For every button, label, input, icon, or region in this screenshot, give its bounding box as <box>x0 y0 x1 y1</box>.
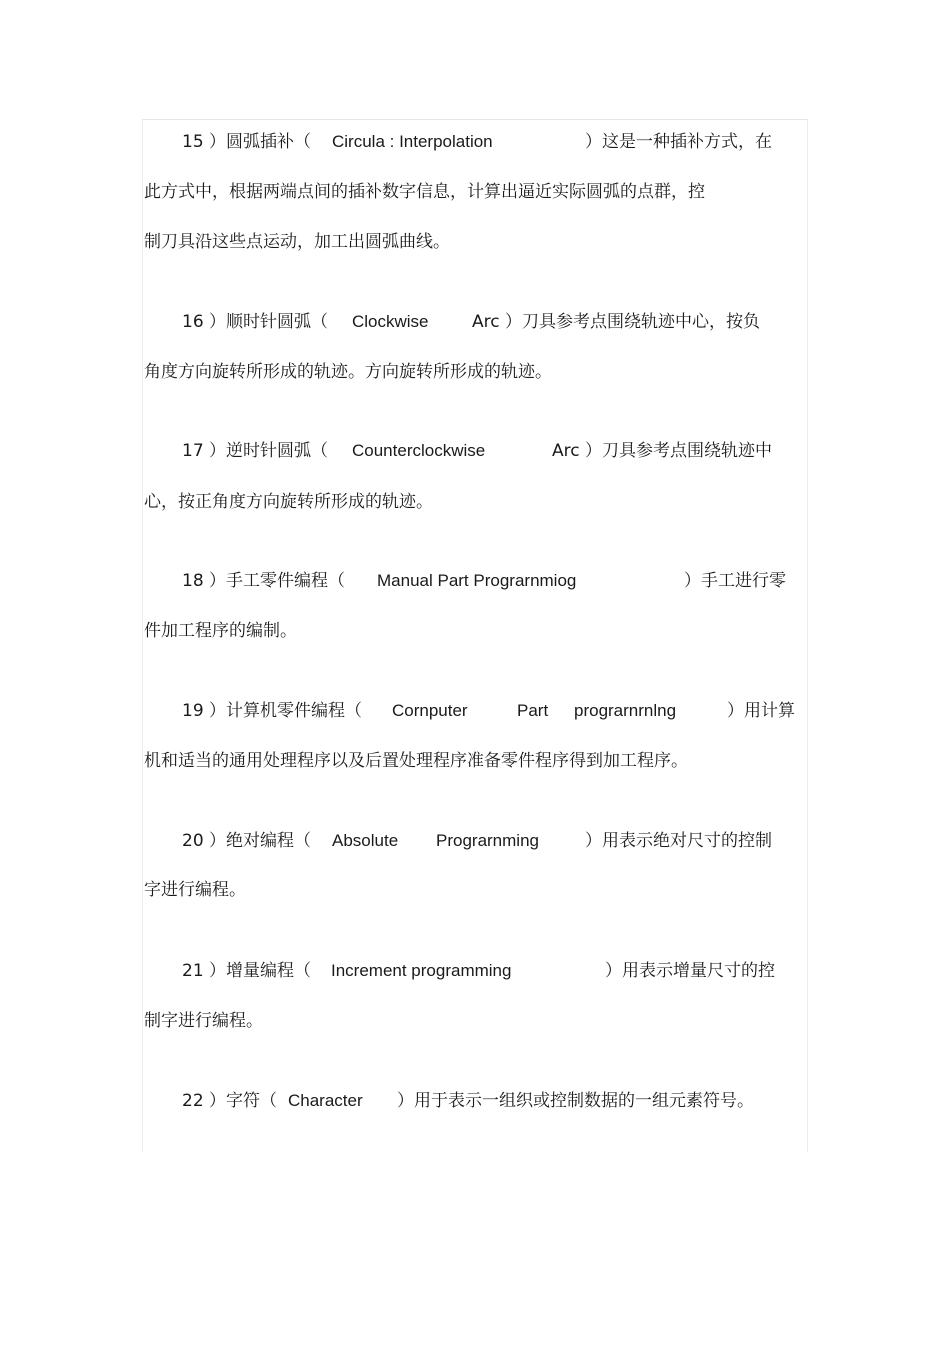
entry-21-line-1-term: Increment programming <box>331 961 512 980</box>
entry-15-line-3: 制刀具沿这些点运动，加工出圆弧曲线。 <box>144 232 450 252</box>
entry-20-line-1-lead: 20 ）绝对编程（ <box>182 831 312 851</box>
entry-15-line-2: 此方式中，根据两端点间的插补数字信息，计算出逼近实际圆弧的点群，控 <box>144 182 705 202</box>
entry-15-line-1-tail: ）这是一种插补方式，在 <box>585 132 772 152</box>
entry-18-line-1-lead: 18 ）手工零件编程（ <box>182 571 346 591</box>
entry-20-line-2: 字进行编程。 <box>144 880 246 900</box>
entry-19-line-1-term-b: Part <box>517 701 549 720</box>
entry-19-line-1-lead: 19 ）计算机零件编程（ <box>182 701 363 721</box>
entry-16-line-2: 角度方向旋转所形成的轨迹。方向旋转所形成的轨迹。 <box>144 362 552 382</box>
entry-21-line-2: 制字进行编程。 <box>144 1011 263 1031</box>
entry-18-line-2: 件加工程序的编制。 <box>144 621 297 641</box>
entry-21-line-1-tail: ）用表示增量尺寸的控 <box>605 961 775 981</box>
entry-19-line-1-tail: ）用计算 <box>727 701 795 721</box>
entry-19-line-1-term-a: Cornputer <box>392 701 468 720</box>
entry-17-line-1-term: Counterclockwise <box>352 441 486 460</box>
entry-20-line-1-tail: ）用表示绝对尺寸的控制 <box>585 831 772 851</box>
entry-22-line-1-term: Character <box>288 1091 363 1110</box>
entry-21-line-1-lead: 21 ）增量编程（ <box>182 961 312 981</box>
entry-20-line-1-term-a: Absolute <box>332 831 399 850</box>
entry-15-line-1-lead: 15 ）圆弧插补（ <box>182 132 312 152</box>
entry-22-line-1-tail: ）用于表示一组织或控制数据的一组元素符号。 <box>397 1091 754 1111</box>
entry-19-line-1-term-c: prograrnrnlng <box>574 701 677 720</box>
entry-16-line-1-lead: 16 ）顺时针圆弧（ <box>182 312 329 332</box>
entry-18-line-1-term: Manual Part Prograrnmiog <box>377 571 577 590</box>
entry-22-line-1-lead: 22 ）字符（ <box>182 1091 278 1111</box>
entry-17-line-1-tail: Arc ）刀具参考点围绕轨迹中 <box>552 441 772 461</box>
entry-16-line-1-tail: Arc ）刀具参考点围绕轨迹中心，按负 <box>472 312 760 332</box>
entry-17-line-2: 心，按正角度方向旋转所形成的轨迹。 <box>144 492 433 512</box>
entry-19-line-2: 机和适当的通用处理程序以及后置处理程序准备零件程序得到加工程序。 <box>144 751 688 771</box>
entry-16-line-1-term: Clockwise <box>352 312 429 331</box>
entry-17-line-1-lead: 17 ）逆时针圆弧（ <box>182 441 329 461</box>
entry-15-line-1-term: Circula : Interpolation <box>332 132 493 151</box>
entry-20-line-1-term-b: Prograrnming <box>436 831 539 850</box>
entry-18-line-1-tail: ）手工进行零 <box>684 571 786 591</box>
